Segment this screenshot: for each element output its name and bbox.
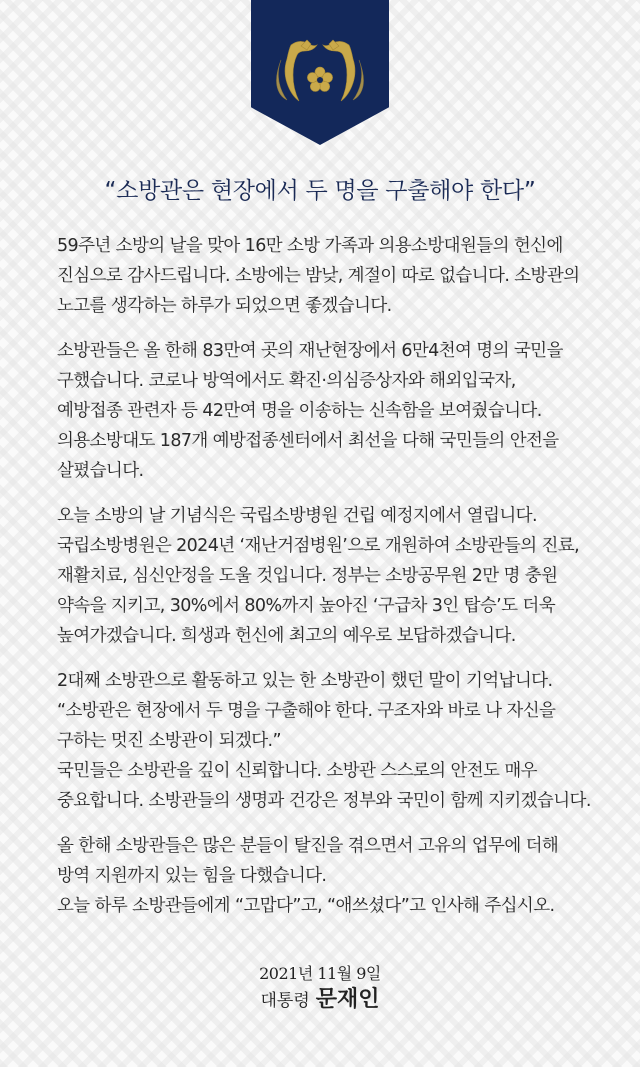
- phoenix-emblem-icon: [251, 0, 389, 145]
- text-line: 살폈습니다.: [57, 461, 144, 481]
- signature-block: [0, 963, 640, 1015]
- document-title: “소방관은 현장에서 두 명을 구출해야 한다”: [104, 178, 536, 204]
- paragraph-5: [57, 831, 587, 921]
- signature-date: 2021년 11월 9일: [259, 964, 381, 983]
- paragraph-2: [57, 336, 587, 486]
- text-line: 의용소방대도 187개 예방접종센터에서 최선을 다해 국민들의 안전을: [57, 431, 559, 451]
- paragraph-3: [57, 501, 587, 651]
- text-line: 오늘 하루 소방관들에게 “고맙다”고, “애쓰셨다”고 인사해 주십시오.: [57, 896, 555, 916]
- text-line: 59주년 소방의 날을 맞아 16만 소방 가족과 의용소방대원들의 헌신에: [57, 236, 563, 256]
- text-line: 구했습니다. 코로나 방역에서도 확진·의심증상자와 해외입국자,: [57, 371, 516, 391]
- text-line: 진심으로 감사드립니다. 소방에는 밤낮, 계절이 따로 없습니다. 소방관의: [57, 266, 580, 286]
- signature-name: 문재인: [315, 986, 380, 1012]
- signature-role: 대통령: [260, 991, 310, 1011]
- text-line: 방역 지원까지 있는 힘을 다했습니다.: [57, 866, 327, 886]
- text-line: 구하는 멋진 소방관이 되겠다.”: [57, 731, 281, 751]
- signature-name-row: [0, 985, 640, 1015]
- text-line: 중요합니다. 소방관들의 생명과 건강은 정부와 국민이 함께 지키겠습니다.: [57, 791, 591, 811]
- text-line: 약속을 지키고, 30%에서 80%까지 높아진 ‘구급차 3인 탑승’도 더욱: [57, 596, 556, 616]
- text-line: 오늘 소방의 날 기념식은 국립소방병원 건립 예정지에서 열립니다.: [57, 506, 537, 526]
- text-line: 노고를 생각하는 하루가 되었으면 좋겠습니다.: [57, 296, 392, 316]
- paragraph-4: [57, 666, 591, 816]
- text-line: 올 한해 소방관들은 많은 분들이 탈진을 겪으면서 고유의 업무에 더해: [57, 836, 559, 856]
- letter-body: [57, 231, 591, 936]
- text-line: 국민들은 소방관을 깊이 신뢰합니다. 소방관 스스로의 안전도 매우: [57, 761, 537, 781]
- text-line: 재활치료, 심신안정을 도울 것입니다. 정부는 소방공무원 2만 명 충원: [57, 566, 558, 586]
- text-line: 국립소방병원은 2024년 ‘재난거점병원’으로 개원하여 소방관들의 진료,: [57, 536, 580, 556]
- text-line: 소방관들은 올 한해 83만여 곳의 재난현장에서 6만4천여 명의 국민을: [57, 341, 563, 361]
- text-line: 예방접종 관련자 등 42만여 명을 이송하는 신속함을 보여줬습니다.: [57, 401, 542, 421]
- text-line: “소방관은 현장에서 두 명을 구출해야 한다. 구조자와 바로 나 자신을: [57, 701, 556, 721]
- paragraph-1: [57, 231, 587, 321]
- text-line: 2대째 소방관으로 활동하고 있는 한 소방관이 했던 말이 기억납니다.: [57, 671, 553, 691]
- text-line: 높여가겠습니다. 희생과 헌신에 최고의 예우로 보답하겠습니다.: [57, 626, 516, 646]
- header-banner: [251, 0, 389, 145]
